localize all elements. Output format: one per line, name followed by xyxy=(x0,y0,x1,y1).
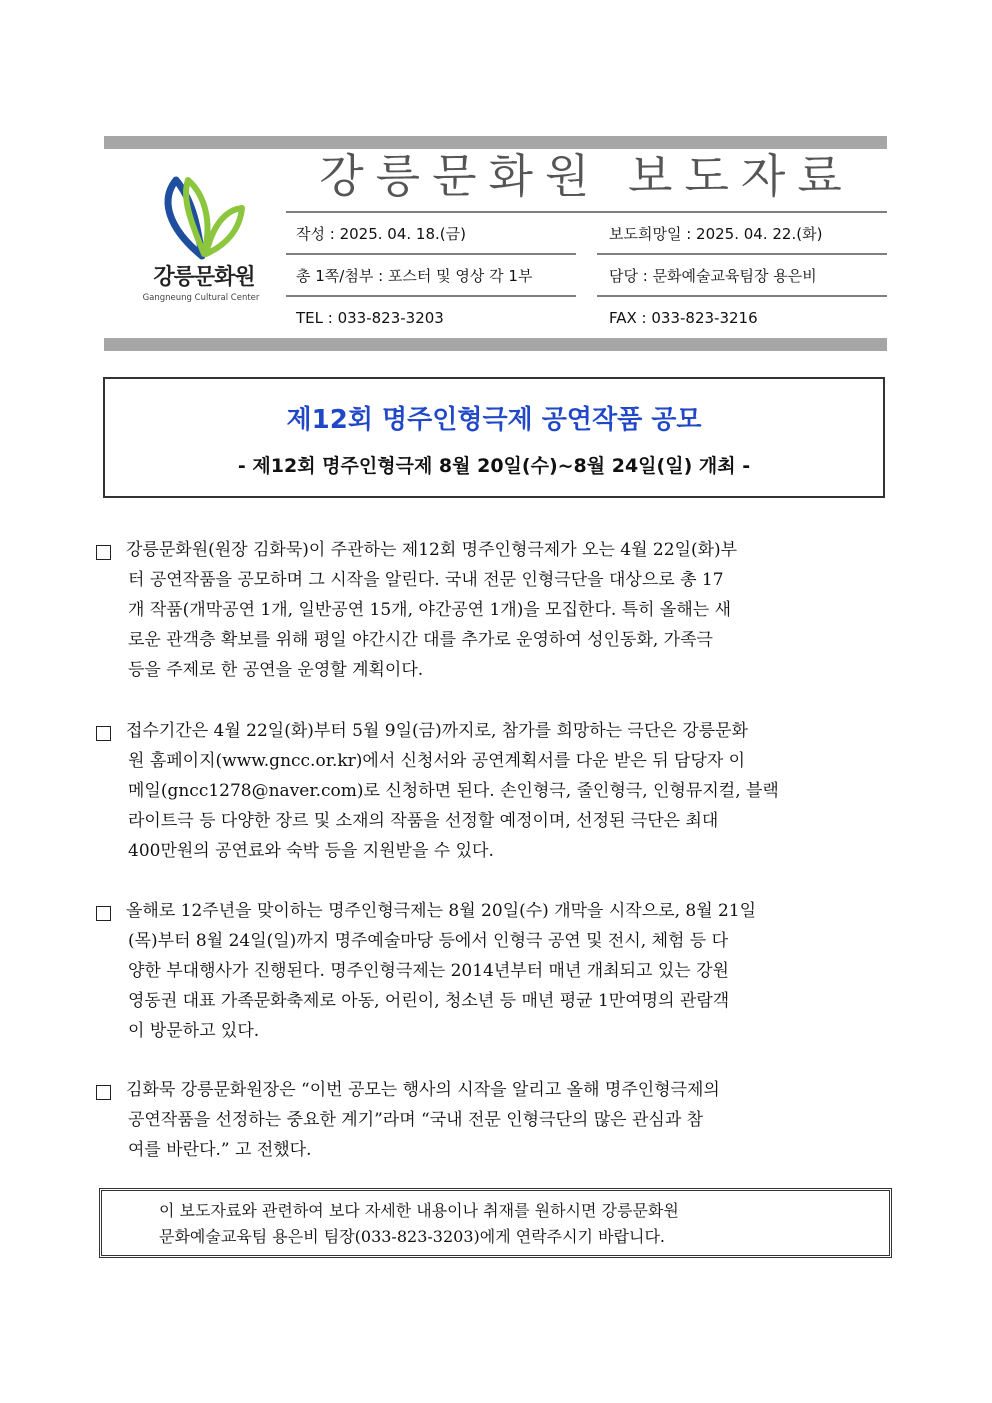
header-divider xyxy=(286,295,576,297)
paragraph-line: 터 공연작품을 공모하며 그 시작을 알린다. 국내 전문 인형극단을 대상으로 총 17 xyxy=(128,570,724,590)
checkbox-bullet-icon xyxy=(96,545,111,560)
paragraph-line: 로운 관객층 확보를 위해 평일 야간시간 대를 추가로 운영하여 성인동화, 가족극 xyxy=(128,630,713,650)
paragraph-line: 여를 바란다.” 고 전했다. xyxy=(128,1140,312,1160)
fax-number: FAX : 033-823-3216 xyxy=(609,309,758,327)
paragraph-line: 올해로 12주년을 맞이하는 명주인형극제는 8월 20일(수) 개막을 시작으로, 8월 21일 xyxy=(126,901,757,921)
paragraph-line: 이 방문하고 있다. xyxy=(128,1021,260,1041)
paragraph-line: 영동권 대표 가족문화축제로 아동, 어린이, 청소년 등 매년 평균 1만여명의 관람객 xyxy=(128,991,730,1011)
headline-subtitle: - 제12회 명주인형극제 8월 20일(수)~8월 24일(일) 개최 - xyxy=(237,455,751,477)
contact-person: 담당 : 문화예술교육팀장 용은비 xyxy=(609,267,817,285)
contact-note-line: 문화예술교육팀 용은비 팀장(033-823-3203)에게 연락주시기 바랍니다. xyxy=(159,1227,666,1246)
paragraph-4 xyxy=(96,1075,897,1165)
paragraph-1 xyxy=(96,535,897,685)
leaf-logo-icon xyxy=(162,176,246,260)
header-bottom-bar xyxy=(104,338,887,351)
headline-title: 제12회 명주인형극제 공연작품 공모 xyxy=(286,405,702,435)
paragraph-line: 강릉문화원(원장 김화묵)이 주관하는 제12회 명주인형극제가 오는 4월 22일(화)부 xyxy=(126,540,738,560)
header-divider xyxy=(286,253,576,255)
paragraph-line: (목)부터 8월 24일(일)까지 명주예술마당 등에서 인형극 공연 및 전시, 체험 등 다 xyxy=(128,931,729,951)
paragraph-line: 접수기간은 4월 22일(화)부터 5월 9일(금)까지로, 참가를 희망하는 극단은 강릉문화 xyxy=(126,721,748,741)
headline-box xyxy=(103,377,885,498)
written-date: 작성 : 2025. 04. 18.(금) xyxy=(296,225,466,243)
paragraph-line: 라이트극 등 다양한 장르 및 소재의 작품을 선정할 예정이며, 선정된 극단은 최대 xyxy=(128,811,719,831)
header-divider xyxy=(597,295,887,297)
logo-subtitle: Gangneung Cultural Center xyxy=(142,293,260,303)
paragraph-line: 개 작품(개막공연 1개, 일반공연 15개, 야간공연 1개)을 모집한다. 특히 올해는 새 xyxy=(128,600,732,620)
logo-name: 강릉문화원 xyxy=(153,265,255,290)
checkbox-bullet-icon xyxy=(96,726,111,741)
paragraph-line: 메일(gncc1278@naver.com)로 신청하면 된다. 손인형극, 줄인형극, 인형뮤지컬, 블랙 xyxy=(128,781,779,801)
checkbox-bullet-icon xyxy=(96,1085,111,1100)
header-divider xyxy=(597,253,887,255)
paragraph-line: 400만원의 공연료와 숙박 등을 지원받을 수 있다. xyxy=(128,841,494,861)
paragraph-line: 김화묵 강릉문화원장은 “이번 공모는 행사의 시작을 알리고 올해 명주인형극제의 xyxy=(126,1080,720,1100)
paragraph-line: 원 홈페이지(www.gncc.or.kr)에서 신청서와 공연계획서를 다운 받은 뒤 담당자 이 xyxy=(128,751,746,771)
header-divider xyxy=(286,211,887,213)
contact-note-line: 이 보도자료와 관련하여 보다 자세한 내용이나 취재를 원하시면 강릉문화원 xyxy=(159,1201,679,1220)
document-title: 강릉문화원 보도자료 xyxy=(319,149,854,203)
contact-note-box xyxy=(99,1188,892,1258)
organization-logo xyxy=(104,150,282,338)
release-date: 보도희망일 : 2025. 04. 22.(화) xyxy=(609,225,823,243)
paragraph-2 xyxy=(96,716,897,866)
paragraph-line: 등을 주제로 한 공연을 운영할 계획이다. xyxy=(128,660,424,680)
paragraph-line: 공연작품을 선정하는 중요한 계기”라며 “국내 전문 인형극단의 많은 관심과 참 xyxy=(128,1110,704,1130)
paragraph-3 xyxy=(96,896,897,1046)
paragraph-line: 양한 부대행사가 진행된다. 명주인형극제는 2014년부터 매년 개최되고 있는 강원 xyxy=(128,961,729,981)
tel-number: TEL : 033-823-3203 xyxy=(296,309,444,327)
pages-attachments: 총 1쪽/첨부 : 포스터 및 영상 각 1부 xyxy=(296,267,533,285)
checkbox-bullet-icon xyxy=(96,906,111,921)
